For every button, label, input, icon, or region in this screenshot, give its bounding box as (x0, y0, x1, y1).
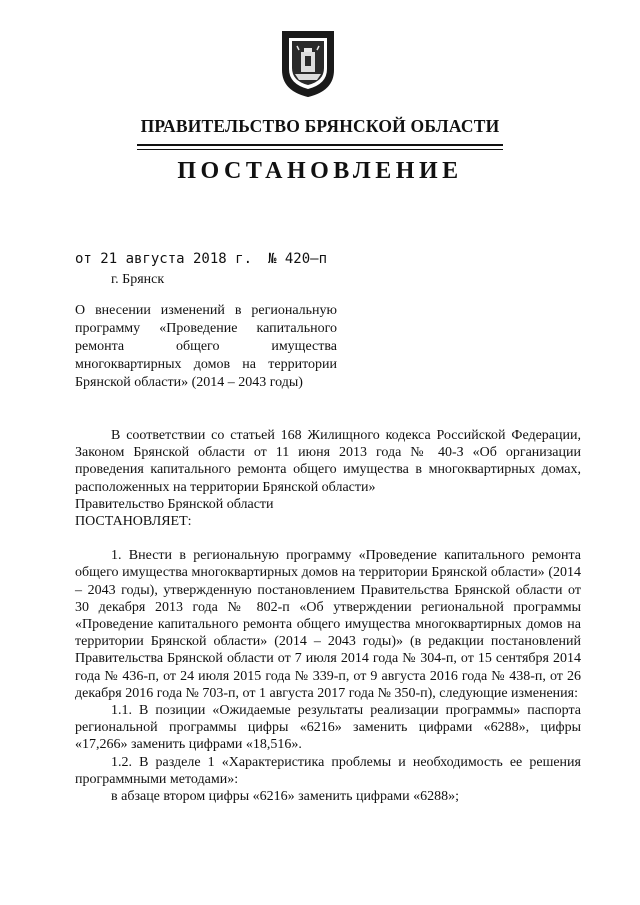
document-subject: О внесении изменений в региональную программу «Проведение капитального ремонта общего имущества многоквартирных домов на территории Брянской области» (2014 – 2043 годы) (75, 303, 337, 390)
resolves-heading: ПОСТАНОВЛЯЕТ: (75, 514, 192, 530)
header-rule-thin (137, 149, 503, 150)
organization-title: ПРАВИТЕЛЬСТВО БРЯНСКОЙ ОБЛАСТИ (140, 116, 500, 136)
paragraph-1-1: 1.1. В позиции «Ожидаемые результаты реализации программы» паспорта региональной программы цифры «6216» заменить цифрами «6288», цифры «17,266» заменить цифрами «18,516». (75, 703, 581, 753)
paragraph-1-2-item: в абзаце втором цифры «6216» заменить цифрами «6288»; (111, 789, 459, 805)
document-number: № 420–п (268, 251, 328, 267)
document-city: г. Брянск (111, 272, 165, 287)
document-type-title: ПОСТАНОВЛЕНИЕ (177, 158, 463, 184)
preamble-paragraph (75, 427, 581, 496)
preamble-tail: Правительство Брянской области (75, 496, 274, 512)
preamble-text: В соответствии со статьей 168 Жилищного кодекса Российской Федерации, Законом Брянской области от 11 июня 2013 года № 40-З «Об организации проведения капитального ремонта общего имущества в многоквартирных домах, расположенных на территории Брянской области» (75, 428, 581, 495)
coat-of-arms-icon (279, 28, 337, 98)
header-rule-thick (137, 144, 503, 146)
document-date: от 21 августа 2018 г. (75, 251, 253, 267)
paragraph-1-2: 1.2. В разделе 1 «Характеристика проблемы и необходимость ее решения программными методами»: (75, 754, 581, 787)
document-body (75, 427, 581, 805)
paragraph-1: 1. Внести в региональную программу «Проведение капитального ремонта общего имущества многоквартирных домов на территории Брянской области» (2014 – 2043 годы), утвержденную постановлением Правительства Брянской области от 30 декабря 2013 года № 802-п «Об утверждении региональной программы «Проведение капитального ремонта общего имущества многоквартирных домов на территории Брянской области» (2014 – 2043 годы)» (в редакции постановлений Правительства Брянской области от 7 июля 2014 года № 304-п, от 15 сентября 2014 года № 436-п, от 24 июля 2015 года № 339-п, от 9 августа 2016 года № 438-п, от 26 декабря 2016 года № 703-п, от 1 августа 2017 года № 350-п), следующие изменения: (75, 548, 581, 701)
